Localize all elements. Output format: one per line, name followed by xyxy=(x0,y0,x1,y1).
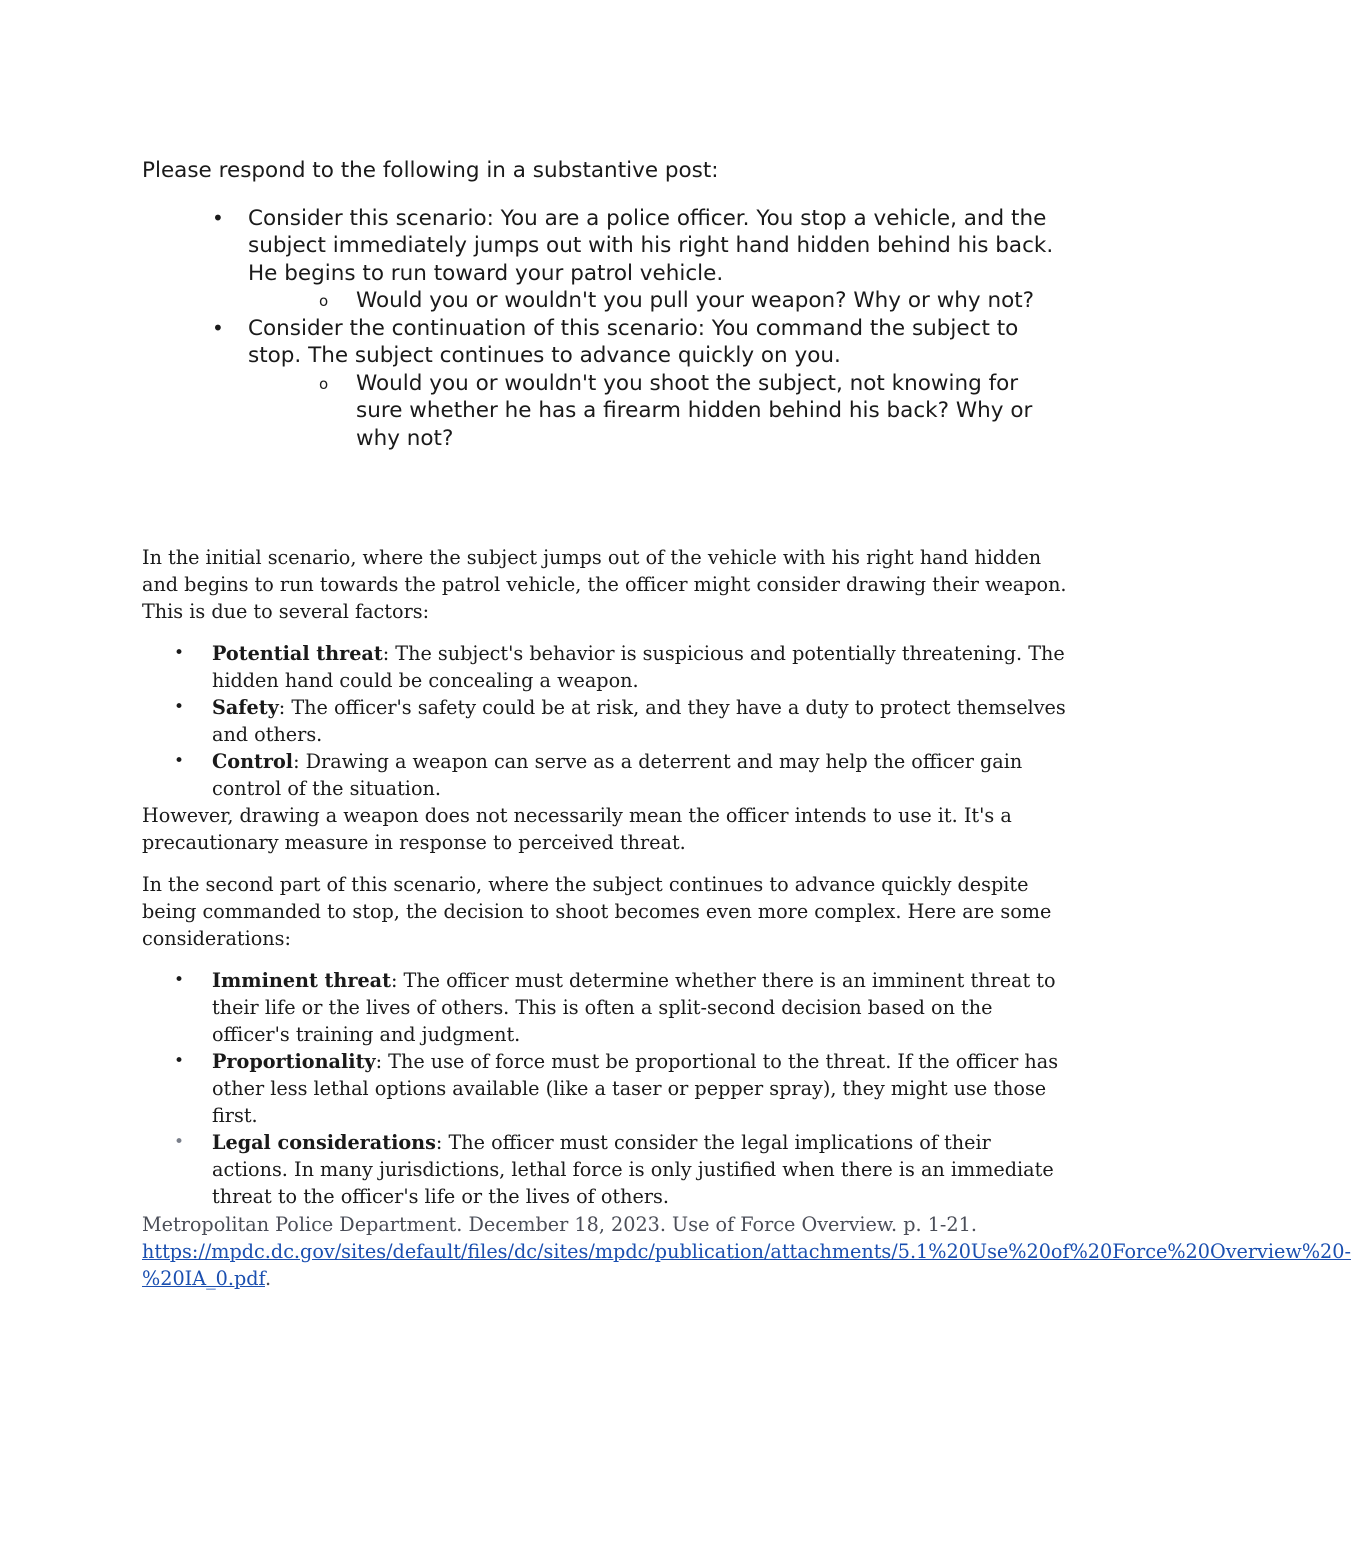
prompt-subitem-text: Would you or wouldn't you shoot the subject, not knowing for sure whether he has a firearm hidden behind his back? Why or why not? xyxy=(356,370,1033,451)
list-item-desc: : The officer must determine whether there is an imminent threat to their life or the lives of others. This is often a split-second decision based on the officer's training and judgment. xyxy=(212,969,1056,1046)
list-item-desc: : The officer must consider the legal implications of their actions. In many jurisdictions, lethal force is only justified when there is an immediate threat to the officer's life or the lives of others. xyxy=(212,1131,1054,1208)
list-item-term: Control xyxy=(212,750,294,773)
bullet-icon: • xyxy=(174,970,185,990)
response-paragraph-2: However, drawing a weapon does not necessarily mean the officer intends to use it. It's a precautionary measure in response to perceived threat. xyxy=(142,804,1012,854)
response-body xyxy=(142,544,1067,1210)
list-item-desc: : Drawing a weapon can serve as a deterrent and may help the officer gain control of the situation. xyxy=(212,750,1023,800)
considerations-list xyxy=(142,967,1067,1210)
prompt-intro: Please respond to the following in a substantive post: xyxy=(142,158,719,183)
citation-link[interactable]: https://mpdc.dc.gov/sites/default/files/dc/sites/mpdc/publication/attachments/5.1%20Use%20of%20Force%20Overview%20-%20IA_0.pdf xyxy=(142,1240,1351,1290)
prompt-list xyxy=(142,205,1062,453)
circle-bullet-icon: o xyxy=(319,292,329,310)
list-item xyxy=(142,640,1067,694)
citation-text: Metropolitan Police Department. December 18, 2023. Use of Force Overview. p. 1-21. xyxy=(142,1213,977,1236)
bullet-icon: • xyxy=(212,205,224,230)
list-item-desc: : The use of force must be proportional to the threat. If the officer has other less lethal options available (like a taser or pepper spray), they might use those first. xyxy=(212,1050,1059,1127)
prompt-subitem xyxy=(248,370,1062,453)
list-item xyxy=(142,694,1067,748)
prompt-item-text: Consider this scenario: You are a police officer. You stop a vehicle, and the subject immediately jumps out with his right hand hidden behind his back. He begins to run toward your patrol vehicle. xyxy=(248,205,1054,286)
bullet-icon: • xyxy=(174,1132,185,1152)
list-item-desc: : The subject's behavior is suspicious and potentially threatening. The hidden hand could be concealing a weapon. xyxy=(212,642,1065,692)
list-item-term: Proportionality xyxy=(212,1050,376,1073)
bullet-icon: • xyxy=(212,315,224,340)
bullet-icon: • xyxy=(174,751,185,771)
bullet-icon: • xyxy=(174,643,185,663)
list-item-term: Potential threat xyxy=(212,642,383,665)
list-item-desc: : The officer's safety could be at risk, and they have a duty to protect themselves and others. xyxy=(212,696,1066,746)
response-paragraph-1: In the initial scenario, where the subject jumps out of the vehicle with his right hand hidden and begins to run towards the patrol vehicle, the officer might consider drawing their weapon. This is due to several factors: xyxy=(142,546,1067,623)
prompt-item xyxy=(142,315,1062,453)
prompt-item-text: Consider the continuation of this scenario: You command the subject to stop. The subject continues to advance quickly on you. xyxy=(248,315,1019,368)
prompt-item xyxy=(142,205,1062,315)
list-item xyxy=(142,1048,1067,1129)
citation-trailing: . xyxy=(264,1267,272,1290)
list-item-term: Legal considerations xyxy=(212,1131,436,1154)
prompt-block xyxy=(142,157,1062,452)
list-item-term: Imminent threat xyxy=(212,969,391,992)
list-item xyxy=(142,748,1067,802)
bullet-icon: • xyxy=(174,697,185,717)
list-item-term: Safety xyxy=(212,696,279,719)
prompt-subitem-text: Would you or wouldn't you pull your weapon? Why or why not? xyxy=(356,288,1035,313)
list-item xyxy=(142,967,1067,1048)
prompt-subitem xyxy=(248,287,1062,315)
citation xyxy=(142,1211,1351,1292)
prompt-sublist xyxy=(248,287,1062,315)
list-item xyxy=(142,1129,1067,1210)
bullet-icon: • xyxy=(174,1051,185,1071)
prompt-sublist xyxy=(248,370,1062,453)
response-paragraph-3: In the second part of this scenario, where the subject continues to advance quickly despite being commanded to stop, the decision to shoot becomes even more complex. Here are some considerations: xyxy=(142,873,1052,950)
circle-bullet-icon: o xyxy=(319,374,329,393)
factors-list xyxy=(142,640,1067,802)
